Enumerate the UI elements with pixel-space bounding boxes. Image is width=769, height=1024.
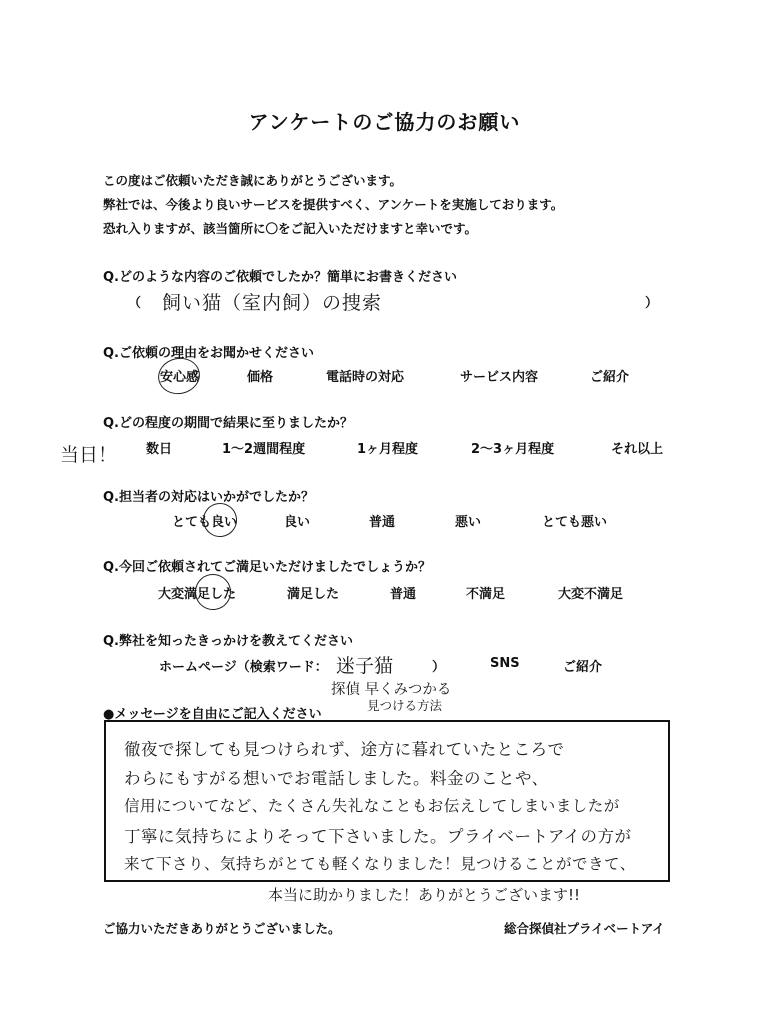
q3-question: Q.どの程度の期間で結果に至りましたか？ [103,416,353,431]
q3-option-2: 1～2週間程度 [222,442,306,457]
q6-option-referral: ご紹介 [563,660,603,675]
message-line-5: 来て下さり、気持ちがとても軽くなりました！見つけることができて、 [124,855,636,873]
q3-option-1: 数日 [146,442,173,457]
q3-option-3: 1ヶ月程度 [357,442,419,457]
q3-option-5: それ以上 [611,442,664,457]
footer-thanks: ご協力いただきありがとうございました。 [103,921,341,936]
footer-company: 総合探偵社プライベートアイ [504,921,665,936]
q5-selection-circle [193,572,234,613]
q4-option-4: 悪い [455,515,482,530]
q2-option-3: 電話時の対応 [326,370,405,385]
q2-option-1: 安心感 [160,370,200,385]
q2-option-4: サービス内容 [460,370,539,385]
q6-handwritten-extra-1: 探偵 早くみつかる [331,682,452,698]
message-line-4: 丁寧に気持ちによりそって下さいました。プライベートアイの方が [124,827,632,846]
q1-handwritten-answer: 飼い猫（室内飼）の捜索 [162,292,383,314]
q2-question: Q.ご依頼の理由をお聞かせください [103,346,314,361]
q5-question: Q.今回ご依頼されてご満足いただけましたでしょうか？ [103,560,431,575]
q4-option-2: 良い [284,515,311,530]
q3-option-4: 2～3ヶ月程度 [471,442,555,457]
message-line-2: わらにもすがる想いでお電話しました。料金のことや、 [124,769,549,788]
intro-line-2: 弊社では、今後より良いサービスを提供すべく、アンケートを実施しております。 [103,197,564,212]
q1-open-paren: （ [128,296,142,311]
q6-homepage-label: ホームページ（検索ワード： [159,660,328,675]
q6-close-paren: ） [432,660,446,675]
q3-handwritten-note: 当日！ [60,444,118,466]
message-line-1: 徹夜で探しても見つけられず、途方に暮れていたところで [124,740,565,759]
q5-option-4: 不満足 [466,587,506,602]
q6-handwritten-extra-2: 見つける方法 [367,698,443,713]
message-heading: ●メッセージを自由にご記入ください [103,707,322,722]
page-title: アンケートのご協力のお願い [248,110,521,134]
q1-close-paren: ） [645,296,659,311]
q4-option-5: とても悪い [542,515,608,530]
message-line-3: 信用についてなど、たくさん失礼なこともお伝えしてしまいましたが [124,797,620,815]
q4-question: Q.担当者の対応はいかがでしたか？ [103,490,314,505]
q5-option-3: 普通 [390,587,417,602]
intro-line-1: この度はご依頼いただき誠にありがとうございます。 [103,173,403,188]
q2-option-2: 価格 [247,370,274,385]
q4-option-1: とても良い [172,515,238,530]
intro-line-3: 恐れ入りますが、該当箇所に〇をご記入いただけますと幸いです。 [103,221,478,236]
message-after-box: 本当に助かりました！ありがとうございます!! [268,886,581,904]
q1-question: Q.どのような内容のご依頼でしたか？簡単にお書きください [103,270,457,285]
q6-handwritten-search-word: 迷子猫 [336,655,394,677]
q4-option-3: 普通 [369,515,396,530]
q5-option-5: 大変不満足 [558,587,624,602]
q5-option-1: 大変満足した [158,587,237,602]
q6-option-sns: SNS [490,656,520,671]
q4-selection-circle [200,500,239,539]
q6-question: Q.弊社を知ったきっかけを教えてください [103,634,353,649]
q2-option-5: ご紹介 [590,370,630,385]
q5-option-2: 満足した [287,587,340,602]
